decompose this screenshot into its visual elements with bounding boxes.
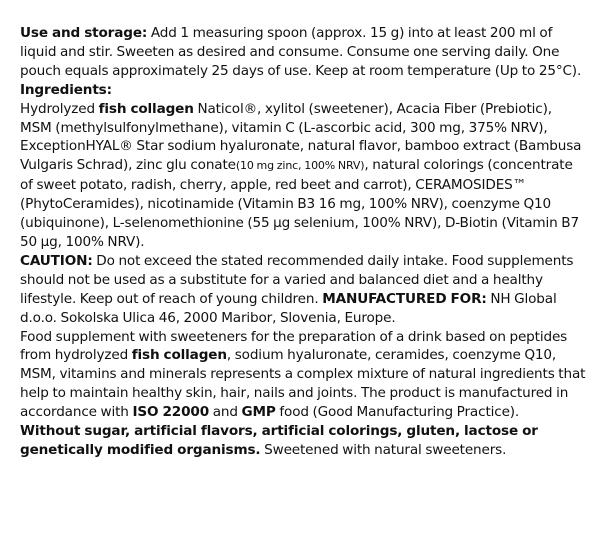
manufactured-for-heading: MANUFACTURED FOR: [322,290,487,307]
description-paragraph [20,328,586,423]
ingredients-fish-collagen: fish collagen [98,100,194,117]
without-paragraph [20,422,586,460]
description-text-4: food (Good Manufacturing Practice). [275,404,520,421]
use-and-storage-paragraph [20,24,586,81]
ingredients-text-1: Hydrolyzed [20,100,99,117]
ingredients-list [20,100,586,252]
iso-standard: ISO 22000 [132,404,210,421]
gmp-standard: GMP [241,404,276,421]
ingredients-text-2: Naticol®, xylitol (sweetener), Acacia Fiber (Prebiotic), MSM (methylsulfonylmethane), vitamin C (L-ascorbic acid, 300 mg, 375% NRV), ExceptionHYAL® Star sodium hyaluronate, natural flavor, bamboo extract (Bambusa Vulgaris Schrad), zinc glu conate [20,100,582,174]
caution-text: Do not exceed the stated recommended daily intake. Food supplements should not be used as a substitute for a varied and balanced diet and a healthy lifestyle. Keep out of reach of young children. [20,252,574,307]
ingredients-heading-line [20,81,586,100]
caution-heading: CAUTION: [20,252,93,269]
ingredients-zinc-note: (10 mg zinc, 100% NRV) [235,159,365,173]
caution-paragraph [20,252,586,328]
sweetened-text: Sweetened with natural sweeteners. [260,441,507,458]
use-and-storage-heading: Use and storage: [20,25,148,41]
use-and-storage-text: Add 1 measuring spoon (approx. 15 g) into at least 200 ml of liquid and stir. Sweeten as desired and consume. Consume one serving daily. One pouch equals approximately 25 days of use. Keep at room temperature (Up to 25°C). [20,25,582,79]
description-text-1: Food supplement with sweeteners for the preparation of a drink based on peptides from hydrolyzed [20,328,568,364]
ingredients-text-3: , natural colorings (concentrate of sweet potato, radish, cherry, apple, red beet and carrot), CERAMOSIDES™ (PhytoCeramides), nicotinamide (Vitamin B3 16 mg, 100% NRV), coenzyme Q10 (ubiquinone), L-selenomethionine (55 µg selenium, 100% NRV), D-Biotin (Vitamin B7 50 µg, 100% NRV). [20,157,579,250]
ingredients-heading: Ingredients: [20,81,112,98]
manufacturer-address: NH Global d.o.o. Sokolska Ulica 46, 2000 Maribor, Slovenia, Europe. [20,290,557,326]
description-fish-collagen: fish collagen [131,347,227,364]
description-text-3: and [209,404,242,421]
without-bold-text: Without sugar, artificial flavors, artificial colorings, gluten, lactose or genetically modified organisms. [20,423,538,458]
description-text-2: , sodium hyaluronate, ceramides, coenzyme Q10, MSM, vitamins and minerals represents a complex mixture of natural ingredients that help to maintain healthy skin, hair, nails and joints. The product is manufactured in accordance with [20,347,586,421]
